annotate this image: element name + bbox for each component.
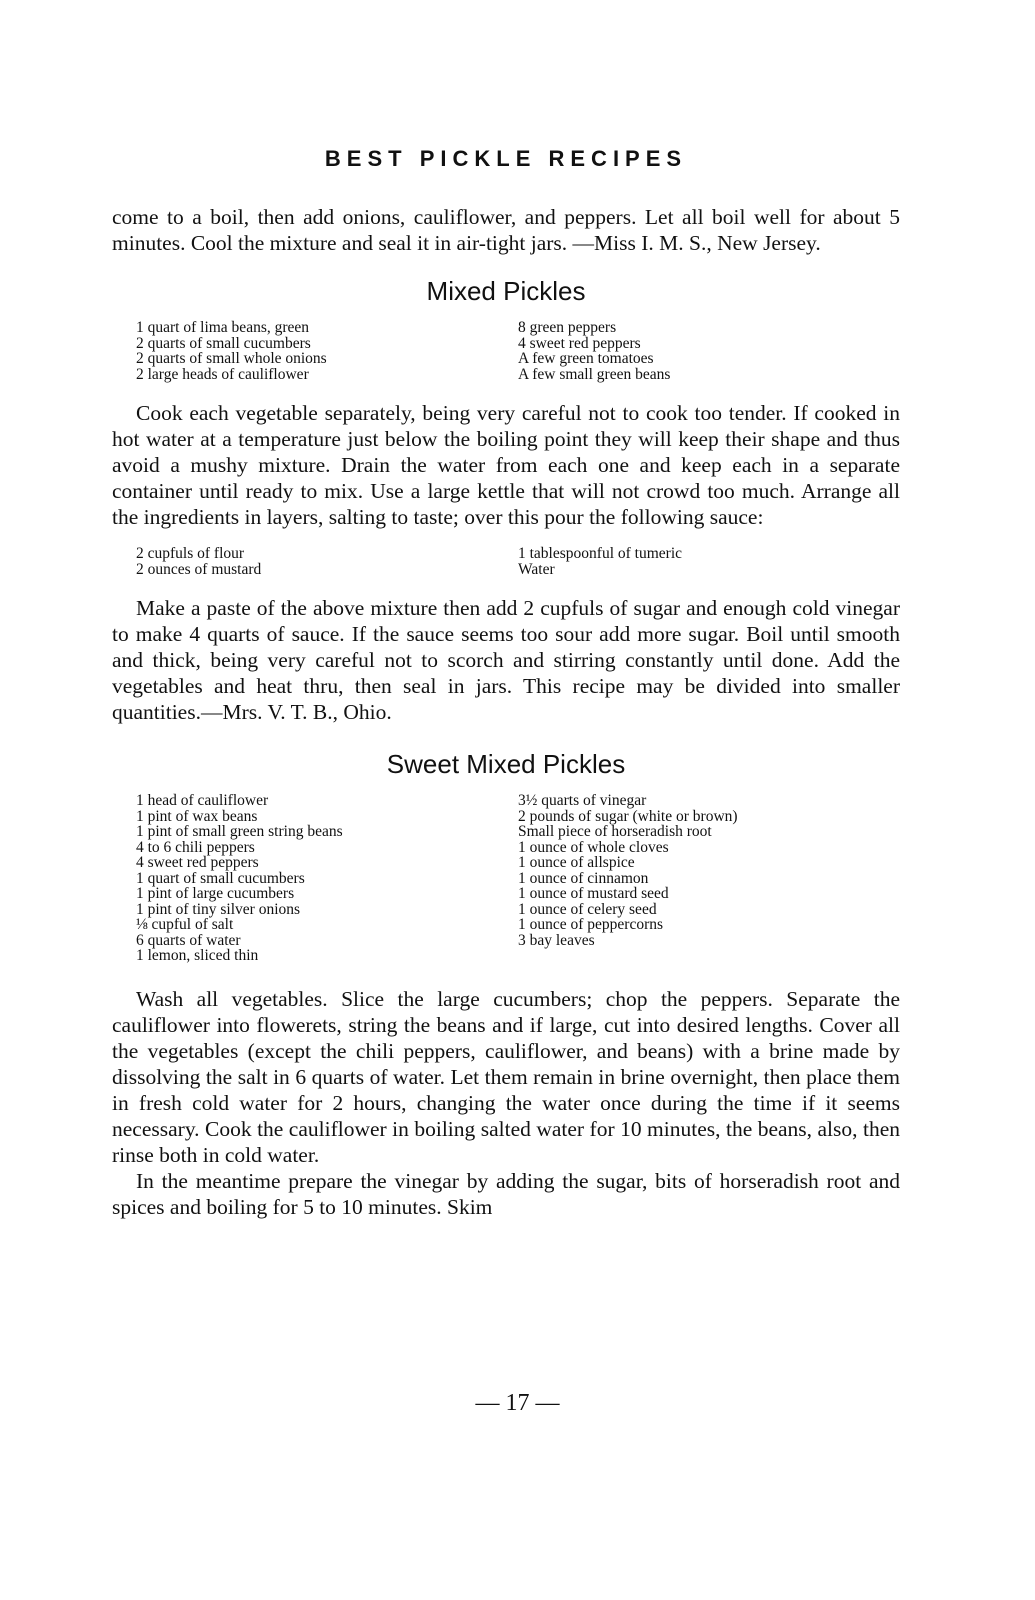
ingredient-item: 1 ounce of allspice — [518, 854, 635, 871]
ingredient-item: 1 ounce of mustard seed — [518, 885, 669, 902]
ingredient-item: 1 ounce of cinnamon — [518, 869, 649, 887]
sauce-method-paragraph: Make a paste of the above mixture then add 2 cupfuls of sugar and enough cold vinegar to make 4 quarts of sauce. If the sauce seems too sour add more sugar. Boil until smooth and thick, being very careful not to scorch and stirring constantly until done. Add the vegetables and heat thru, then seal in jars. This recipe may be divided into smaller quantities.—Mrs. V. T. B., Ohio. — [112, 596, 900, 724]
recipe-title-sweet-mixed-pickles: Sweet Mixed Pickles — [386, 749, 626, 779]
ingredient-item-centered: 1 lemon, sliced thin — [136, 947, 259, 964]
method-paragraph: Cook each vegetable separately, being very careful not to cook too tender. If cooked in hot water at a temperature just below the boiling point they will keep their shape and thus avoid a mushy mixture. Drain the water from each one and keep each in a separate container until ready to mix. Use a large kettle that will not crowd too much. Arrange all the ingredients in layers, salting to taste; over this pour the following sauce: — [112, 401, 900, 529]
ingredient-item: 1 pint of wax beans — [136, 807, 258, 825]
ingredient-item: 1 quart of lima beans, green — [136, 319, 310, 336]
ingredient-column-left — [136, 793, 518, 948]
ingredient-item: 1 ounce of celery seed — [518, 900, 657, 918]
ingredient-item: 4 sweet red peppers — [518, 334, 641, 352]
ingredient-item: 1 pint of large cucumbers — [136, 885, 295, 902]
sauce-ingredient-list — [136, 546, 900, 577]
ingredient-item: 8 green peppers — [518, 319, 617, 336]
ingredient-item: ⅛ cupful of salt — [136, 916, 234, 933]
ingredient-item: 2 quarts of small cucumbers — [136, 334, 311, 352]
ingredient-item: 1 pint of tiny silver onions — [136, 900, 301, 918]
ingredient-item: 4 sweet red peppers — [136, 854, 259, 871]
page-content — [112, 146, 900, 1220]
ingredient-item: 1 ounce of whole cloves — [518, 838, 669, 856]
intro-paragraph: come to a boil, then add onions, cauliflower, and peppers. Let all boil well for about 5 minutes. Cool the mixture and seal it in air-tight jars. —Miss I. M. S., New Jersey. — [112, 205, 900, 255]
ingredient-columns — [136, 793, 900, 948]
ingredient-item: 2 large heads of cauliflower — [136, 365, 309, 383]
ingredient-item: 1 ounce of peppercorns — [518, 916, 664, 933]
ingredient-column-right — [518, 793, 900, 948]
ingredient-column-left — [136, 320, 518, 382]
method-paragraph: In the meantime prepare the vinegar by adding the sugar, bits of horseradish root and spices and boiling for 5 to 10 minutes. Skim — [112, 1168, 900, 1219]
ingredient-item: 1 tablespoonful of tumeric — [518, 545, 682, 562]
ingredient-item: 1 pint of small green string beans — [136, 823, 343, 840]
ingredient-item: A few small green beans — [518, 365, 671, 383]
ingredient-item: 2 cupfuls of flour — [136, 545, 245, 562]
ingredient-item: 3½ quarts of vinegar — [518, 792, 647, 809]
ingredient-column-right — [518, 546, 900, 577]
ingredient-item: Water — [518, 560, 555, 578]
method-paragraph: Wash all vegetables. Slice the large cucumbers; chop the peppers. Separate the cauliflower into flowerets, string the beans and if large, cut into desired lengths. Cover all the vegetables (except the chili peppers, cauliflower, and beans) with a brine made by dissolving the salt in 6 quarts of water. Let them remain in brine overnight, then place them in fresh cold water for 2 hours, changing the water once during the time if it seems necessary. Cook the cauliflower in boiling salted water for 10 minutes, the beans, also, then rinse both in cold water. — [112, 986, 900, 1167]
ingredient-list-sweet-mixed-pickles — [112, 793, 900, 964]
recipe-title-mixed-pickles: Mixed Pickles — [426, 276, 586, 306]
ingredient-item: 2 pounds of sugar (white or brown) — [518, 807, 738, 825]
ingredient-item: A few green tomatoes — [518, 350, 654, 367]
ingredient-item: 4 to 6 chili peppers — [136, 838, 255, 856]
ingredient-column-right — [518, 320, 900, 382]
ingredient-list-mixed-pickles — [136, 320, 900, 382]
ingredient-item: 2 quarts of small whole onions — [136, 350, 327, 367]
ingredient-item: 3 bay leaves — [518, 931, 595, 949]
ingredient-item: Small piece of horseradish root — [518, 823, 712, 840]
ingredient-item: 6 quarts of water — [136, 931, 241, 949]
ingredient-item: 1 head of cauliflower — [136, 792, 269, 809]
ingredient-column-left — [136, 546, 518, 577]
running-head: BEST PICKLE RECIPES — [324, 146, 688, 171]
page-number: — 17 — — [475, 1390, 560, 1416]
ingredient-item: 2 ounces of mustard — [136, 560, 262, 578]
ingredient-item: 1 quart of small cucumbers — [136, 869, 305, 887]
